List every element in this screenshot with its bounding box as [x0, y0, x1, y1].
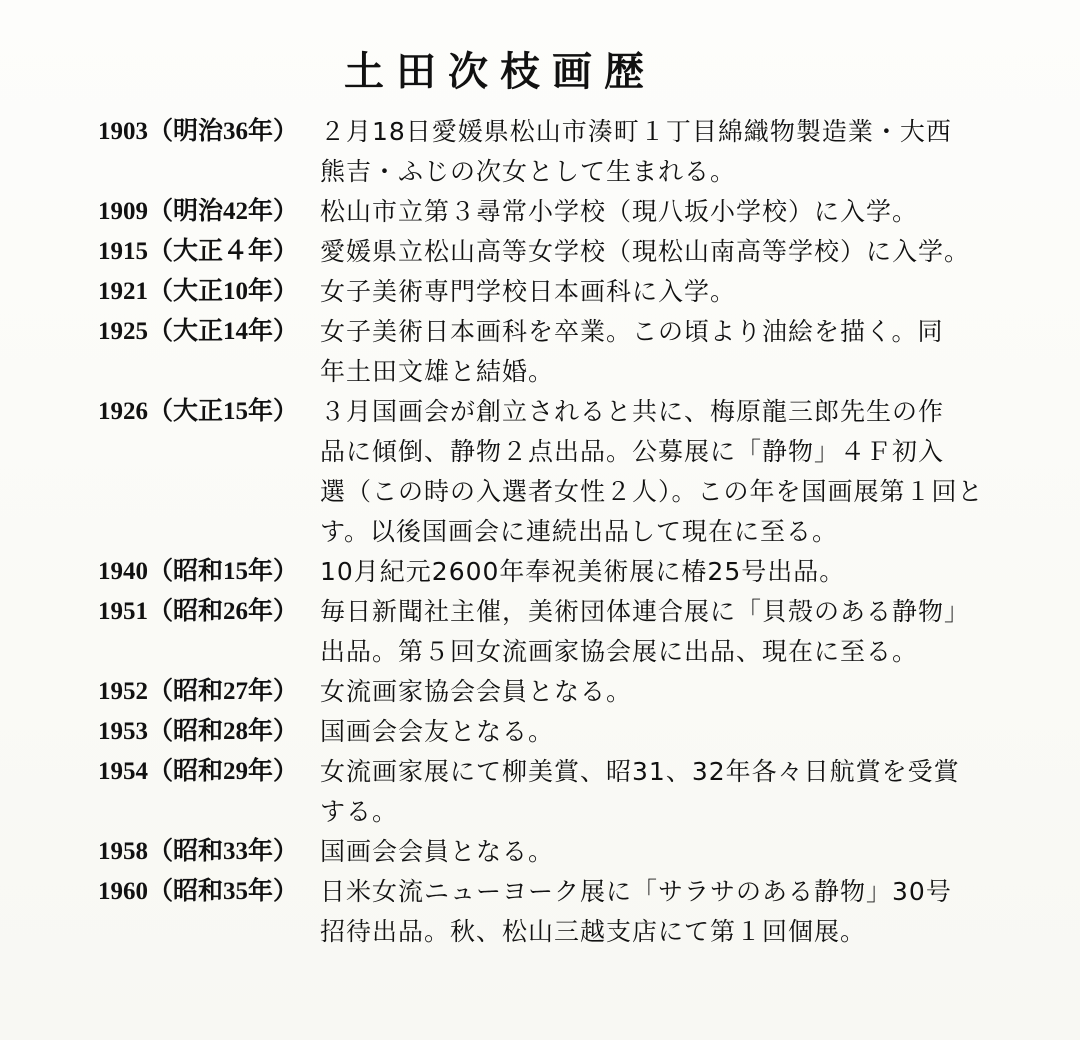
- entry-date: 1952（昭和27年）: [97, 678, 298, 705]
- entry-date: 1958（昭和33年）: [97, 838, 298, 865]
- entry-date: 1925（大正14年）: [97, 318, 298, 345]
- entry-description: 国画会会員となる。: [320, 837, 555, 866]
- chronology-entry: [20, 552, 1070, 592]
- entry-description: 愛媛県立松山高等女学校（現松山南高等学校）に入学。: [320, 237, 971, 266]
- chronology-entry: [20, 272, 1070, 312]
- chronology-list: [20, 112, 1070, 952]
- entry-date: 1909（明治42年）: [97, 198, 298, 225]
- page-title: 土田次枝画歴: [344, 49, 656, 95]
- chronology-entry: [20, 712, 1070, 752]
- entry-description: ２月18日愛媛県松山市湊町１丁目綿織物製造業・大西 熊吉・ふじの次女として生まれる。: [320, 117, 952, 186]
- entry-description: 日米女流ニューヨーク展に「サラサのある静物」30号 招待出品。秋、松山三越支店にて第１回個展。: [320, 877, 952, 946]
- chronology-entry: [20, 312, 1070, 392]
- chronology-entry: [20, 192, 1070, 232]
- chronology-entry: [20, 872, 1070, 952]
- chronology-entry: [20, 752, 1070, 832]
- entry-date: 1926（大正15年）: [97, 398, 298, 425]
- chronology-entry: [20, 832, 1070, 872]
- entry-date: 1903（明治36年）: [97, 118, 298, 145]
- entry-description: 毎日新聞社主催，美術団体連合展に「貝殻のある静物」 出品。第５回女流画家協会展に出品、現在に至る。: [320, 597, 971, 666]
- chronology-entry: [20, 672, 1070, 712]
- entry-description: ３月国画会が創立されると共に、梅原龍三郎先生の作 品に傾倒、静物２点出品。公募展に「静物」４Ｆ初入 選（この時の入選者女性２人）。この年を国画展第１回と す。以後国画会に連続出品して現在に至る。: [320, 397, 984, 546]
- entry-date: 1954（昭和29年）: [97, 758, 298, 785]
- entry-description: 10月紀元2600年奉祝美術展に椿25号出品。: [320, 557, 846, 586]
- entry-date: 1951（昭和26年）: [97, 598, 298, 625]
- entry-description: 女子美術専門学校日本画科に入学。: [320, 277, 737, 306]
- entry-date: 1915（大正４年）: [97, 238, 298, 265]
- chronology-entry: [20, 232, 1070, 272]
- chronology-entry: [20, 112, 1070, 192]
- entry-date: 1940（昭和15年）: [97, 558, 298, 585]
- entry-date: 1953（昭和28年）: [97, 718, 298, 745]
- entry-date: 1921（大正10年）: [97, 278, 298, 305]
- entry-description: 国画会会友となる。: [320, 717, 555, 746]
- entry-description: 女子美術日本画科を卒業。この頃より油絵を描く。同 年土田文雄と結婚。: [320, 317, 944, 386]
- chronology-entry: [20, 592, 1070, 672]
- entry-description: 松山市立第３尋常小学校（現八坂小学校）に入学。: [320, 197, 919, 226]
- entry-date: 1960（昭和35年）: [97, 878, 298, 905]
- chronology-entry: [20, 392, 1070, 552]
- entry-description: 女流画家協会会員となる。: [320, 677, 633, 706]
- entry-description: 女流画家展にて柳美賞、昭31、32年各々日航賞を受賞 する。: [320, 757, 960, 826]
